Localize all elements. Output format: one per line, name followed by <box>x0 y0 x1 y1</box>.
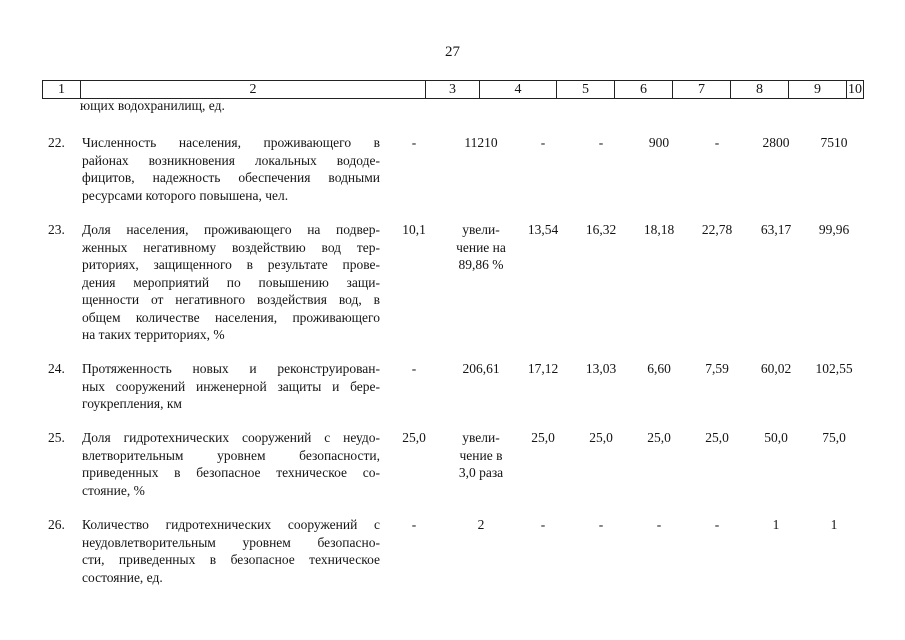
value-text: 206,61 <box>462 361 500 376</box>
description-line: гоукрепления, км <box>82 396 182 411</box>
description-line: влетворительным уровнем безопасности, <box>82 447 380 463</box>
value-cell-col-3 <box>387 429 441 447</box>
value-text: 25,0 <box>705 430 729 445</box>
continuation-text: ющих водохранилищ, ед. <box>80 98 225 113</box>
value-text: - <box>411 135 417 150</box>
value-cell-col-8 <box>688 429 746 447</box>
value-text: - <box>598 135 604 150</box>
value-text: - <box>540 517 546 532</box>
value-cell-col-8 <box>688 221 746 239</box>
value-text: 75,0 <box>822 430 846 445</box>
value-text: 17,12 <box>527 361 559 376</box>
description-line: общем количестве населения, проживающего <box>82 309 380 325</box>
row-description <box>82 221 380 344</box>
value-text: 99,96 <box>818 222 850 237</box>
value-text: 50,0 <box>764 430 788 445</box>
description-line: ных сооружений инженерной защиты и бере- <box>82 378 380 394</box>
value-cell-col-10 <box>804 360 864 378</box>
value-text: - <box>411 361 417 376</box>
value-cell-col-10 <box>804 516 864 534</box>
header-col-7: 7 <box>672 81 730 98</box>
value-text: 25,0 <box>531 430 555 445</box>
value-text: чение в <box>459 447 503 463</box>
description-line: дения мероприятий по повышению защи- <box>82 274 380 290</box>
value-text: 16,32 <box>585 222 617 237</box>
description-line: щенности от негативного воздействия вод, в <box>82 292 380 307</box>
description-line: женных негативному воздействию вод тер- <box>82 239 380 255</box>
value-cell-col-5 <box>514 429 572 447</box>
value-text: 63,17 <box>760 222 792 237</box>
value-cell-col-10 <box>804 221 864 239</box>
value-cell-col-9 <box>747 221 805 239</box>
value-cell-col-4 <box>443 516 519 534</box>
value-cell-col-9 <box>747 516 805 534</box>
value-text: 900 <box>648 135 670 150</box>
value-cell-col-4 <box>443 221 519 274</box>
value-cell-col-8 <box>688 516 746 534</box>
description-line: Доля населения, проживающего на подвер- <box>82 222 380 237</box>
value-text: - <box>714 517 720 532</box>
row-number: 22. <box>48 135 65 150</box>
row-number: 25. <box>48 430 65 445</box>
header-col-10: 10 <box>848 82 862 97</box>
value-cell-col-3 <box>387 516 441 534</box>
value-text: 3,0 раза <box>458 465 504 480</box>
header-col-5: 5 <box>556 81 614 98</box>
value-cell-col-6 <box>572 429 630 447</box>
value-cell-col-7 <box>630 221 688 239</box>
value-text: 13,03 <box>585 361 617 376</box>
value-cell-col-6 <box>572 516 630 534</box>
value-text: 7,59 <box>705 361 729 376</box>
value-text: - <box>540 135 546 150</box>
value-cell-col-5 <box>514 221 572 239</box>
value-text: 102,55 <box>815 361 853 376</box>
value-cell-col-10 <box>804 429 864 447</box>
header-col-2: 2 <box>80 81 425 98</box>
value-cell-col-3 <box>387 360 441 378</box>
value-text: 2 <box>477 517 485 532</box>
value-cell-col-8 <box>688 134 746 152</box>
value-cell-col-4 <box>443 134 519 152</box>
value-text: 89,86 % <box>458 257 504 272</box>
description-line: на таких территориях, % <box>82 327 225 342</box>
row-number: 23. <box>48 222 65 237</box>
description-line: приведенных в безопасное техническое со- <box>82 465 380 480</box>
description-line: неудовлетворительным уровнем безопасно- <box>82 534 380 550</box>
row-description <box>82 516 380 586</box>
value-text: 2800 <box>762 135 790 150</box>
value-cell-col-7 <box>630 516 688 534</box>
value-text: 10,1 <box>402 222 426 237</box>
value-cell-col-3 <box>387 221 441 239</box>
value-cell-col-4 <box>443 360 519 378</box>
value-cell-col-7 <box>630 429 688 447</box>
value-cell-col-3 <box>387 134 441 152</box>
value-cell-col-8 <box>688 360 746 378</box>
value-text: 11210 <box>464 135 498 150</box>
value-text: увели- <box>462 430 500 445</box>
value-text: 6,60 <box>647 361 671 376</box>
value-text: - <box>411 517 417 532</box>
header-col-8: 8 <box>730 81 788 98</box>
description-line: состояние, ед. <box>82 569 163 585</box>
value-cell-col-9 <box>747 134 805 152</box>
value-text: 1 <box>772 517 780 532</box>
row-description <box>82 360 380 413</box>
value-text: 7510 <box>820 135 848 150</box>
description-line: Протяженность новых и реконструирован- <box>82 361 380 376</box>
row-number: 24. <box>48 361 65 376</box>
value-text: 60,02 <box>760 361 792 376</box>
header-col-9: 9 <box>788 81 846 98</box>
header-col-3: 3 <box>425 81 479 98</box>
description-line: фицитов, надежность обеспечения водными <box>82 170 380 185</box>
value-text: 1 <box>830 517 838 532</box>
page-number: 27 <box>445 44 460 60</box>
description-line: ресурсами которого повышена, чел. <box>82 187 289 203</box>
value-cell-col-5 <box>514 516 572 534</box>
description-line: Количество гидротехнических сооружений с <box>82 517 380 532</box>
value-text: 18,18 <box>643 222 675 237</box>
description-line: стояние, % <box>82 482 145 498</box>
value-text: - <box>656 517 662 532</box>
value-text: 22,78 <box>701 222 733 237</box>
value-cell-col-9 <box>747 360 805 378</box>
value-text: чение на <box>456 239 506 255</box>
description-line: сти, приведенных в безопасное техническое <box>82 552 380 567</box>
value-text: увели- <box>462 222 500 237</box>
value-text: 25,0 <box>402 430 426 445</box>
header-col-1: 1 <box>42 81 80 98</box>
value-text: 25,0 <box>647 430 671 445</box>
row-description <box>82 429 380 499</box>
description-line: риториях, защищенного в результате прове- <box>82 257 380 272</box>
description-line: районах возникновения локальных вододе- <box>82 152 380 168</box>
value-text: - <box>598 517 604 532</box>
value-text: 25,0 <box>589 430 613 445</box>
value-cell-col-10 <box>804 134 864 152</box>
description-line: Доля гидротехнических сооружений с неудо- <box>82 430 380 445</box>
value-cell-col-6 <box>572 360 630 378</box>
description-line: Численность населения, проживающего в <box>82 135 380 150</box>
row-number: 26. <box>48 517 65 532</box>
value-cell-col-6 <box>572 134 630 152</box>
table-header-row <box>42 80 864 99</box>
value-cell-col-6 <box>572 221 630 239</box>
value-text: - <box>714 135 720 150</box>
value-text: 13,54 <box>527 222 559 237</box>
value-cell-col-5 <box>514 360 572 378</box>
value-cell-col-9 <box>747 429 805 447</box>
value-cell-col-7 <box>630 360 688 378</box>
value-cell-col-5 <box>514 134 572 152</box>
value-cell-col-7 <box>630 134 688 152</box>
value-cell-col-4 <box>443 429 519 482</box>
header-col-4: 4 <box>479 81 556 98</box>
header-col-6: 6 <box>614 81 672 98</box>
row-description <box>82 134 380 204</box>
